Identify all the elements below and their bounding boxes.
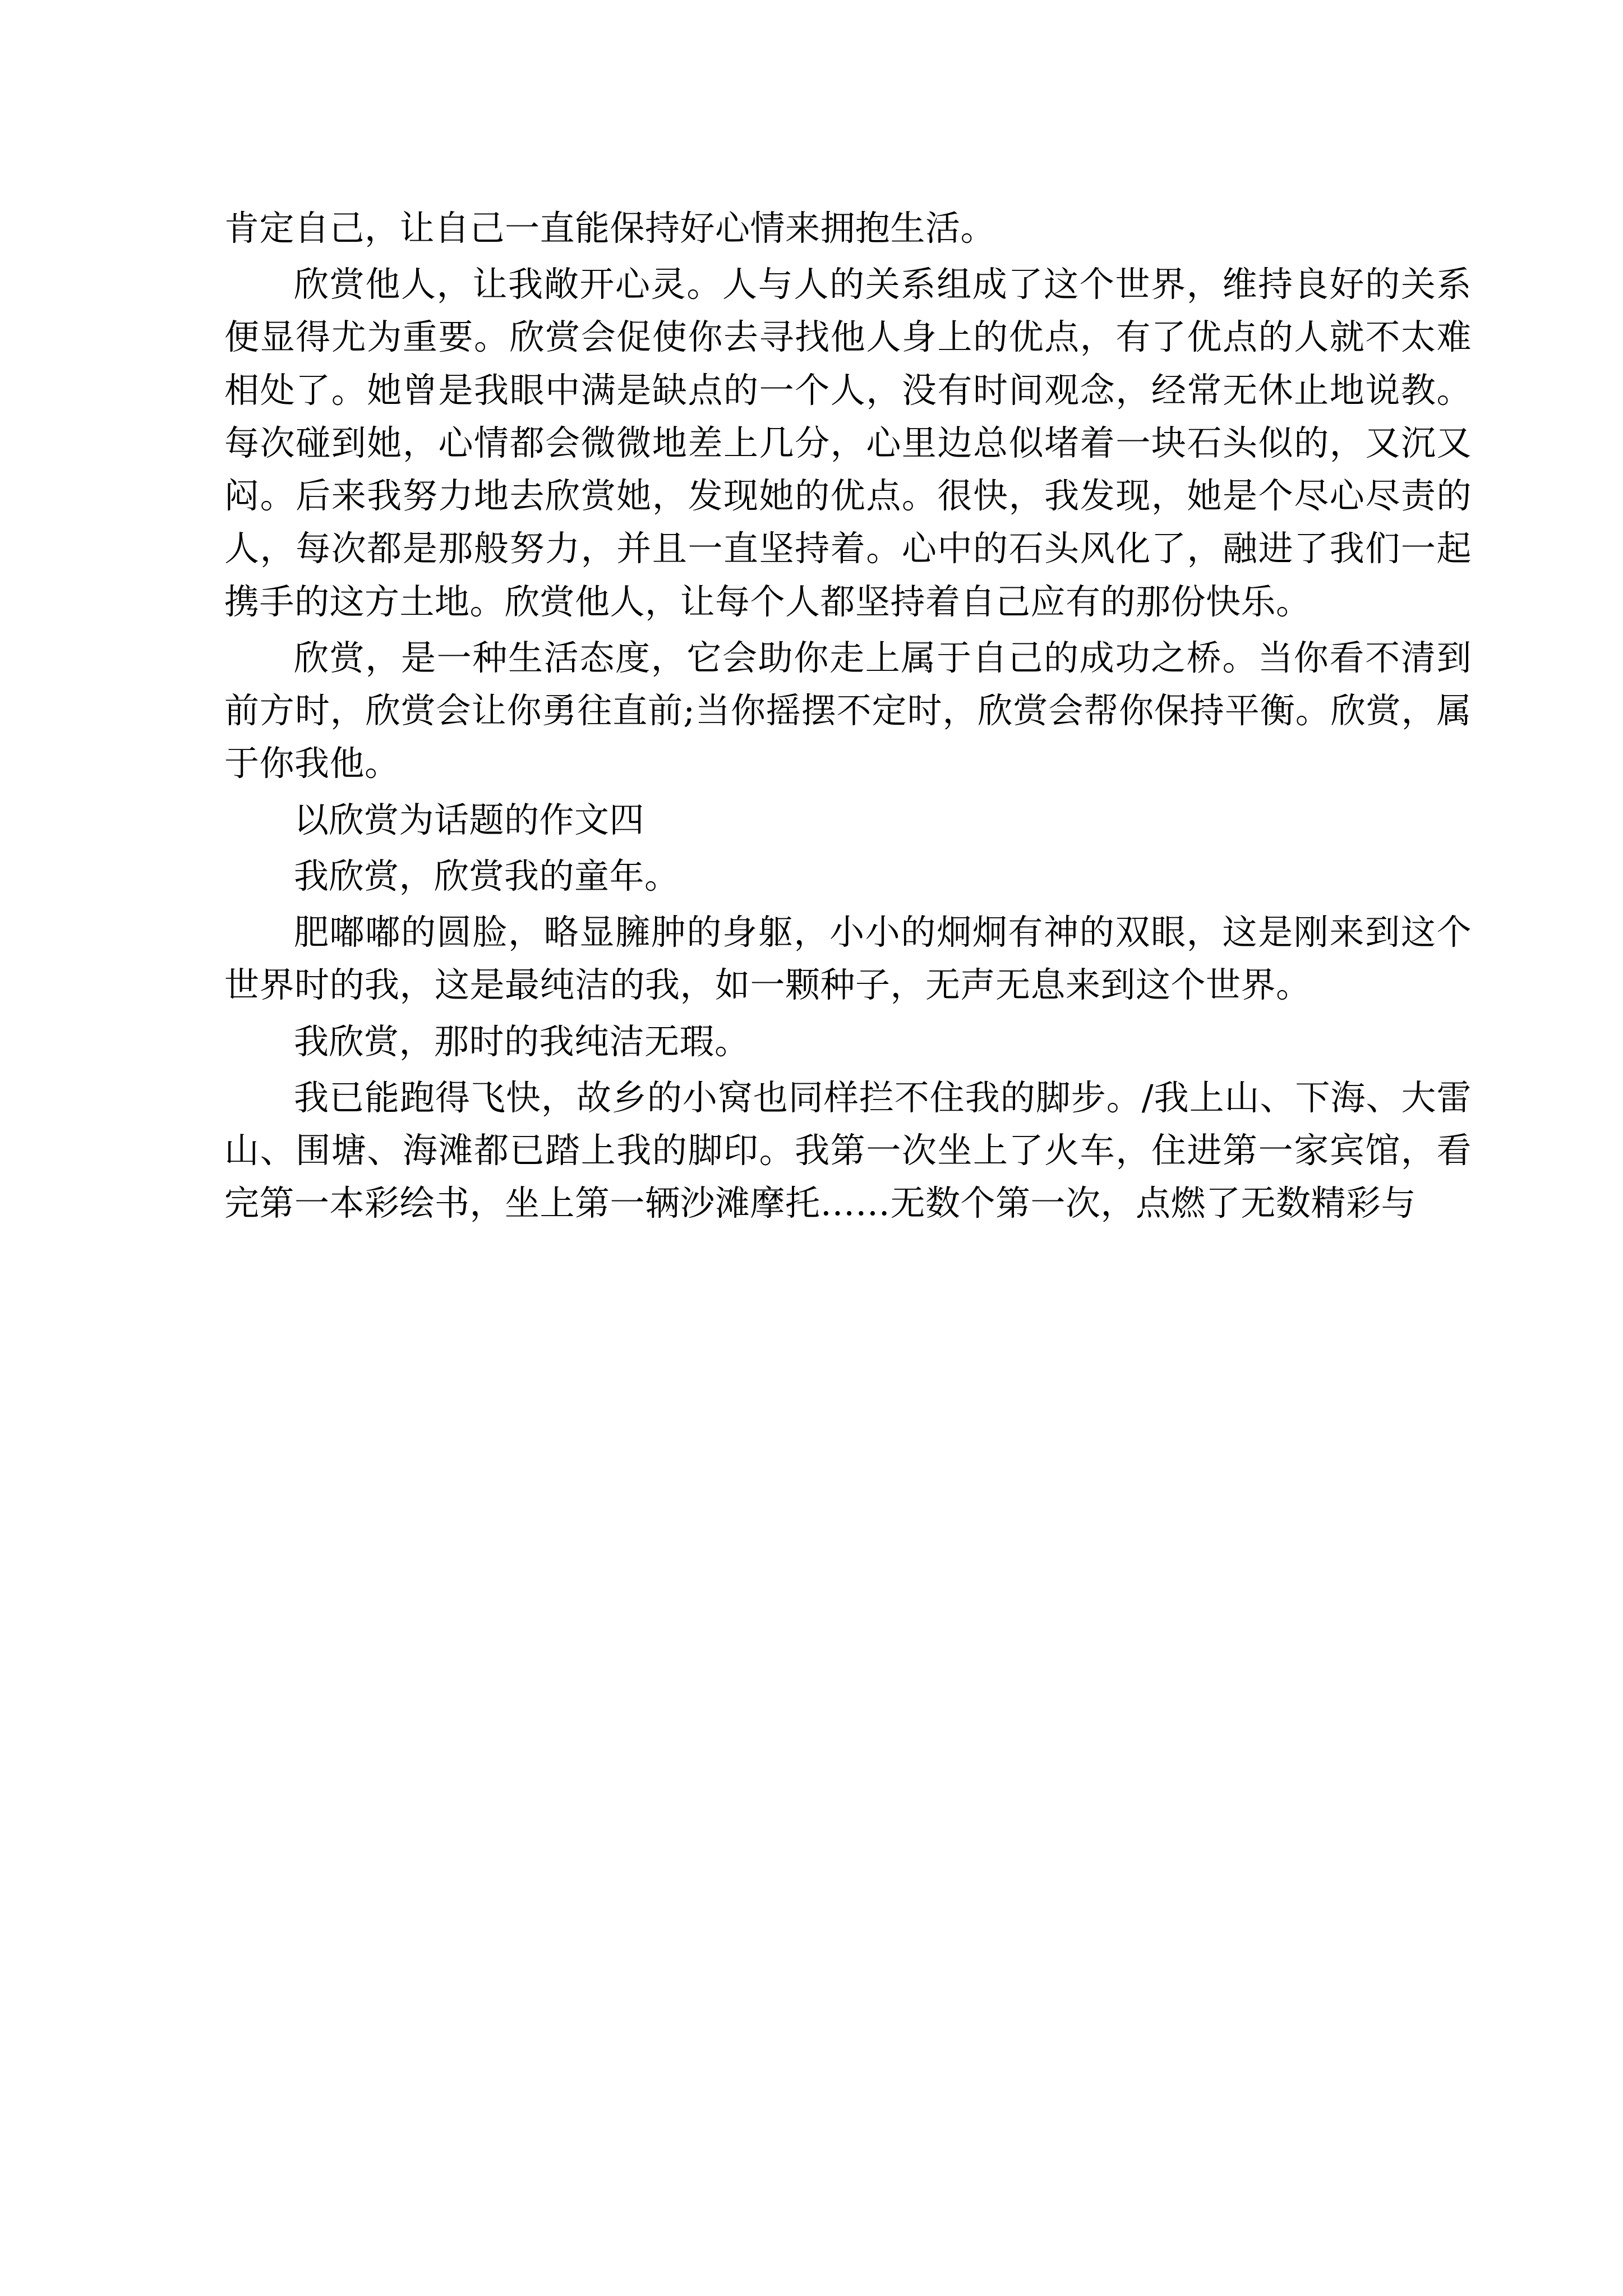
paragraph-8: 我已能跑得飞快，故乡的小窝也同样拦不住我的脚步。/我上山、下海、大雷山、围塘、海滩都已踏上我的脚印。我第一次坐上了火车，住进第一家宾馆，看完第一本彩绘书，坐上第一辆沙滩摩托……无数个第一次，点燃了无数精彩与 (224, 1076, 1472, 1224)
paragraph-6: 肥嘟嘟的圆脸，略显臃肿的身躯，小小的炯炯有神的双眼，这是刚来到这个世界时的我，这是最纯洁的我，如一颗种子，无声无息来到这个世界。 (224, 912, 1472, 1006)
document-body (224, 202, 1472, 1230)
paragraph-5: 我欣赏，欣赏我的童年。 (294, 855, 680, 896)
paragraph-3: 欣赏，是一种生活态度，它会助你走上属于自己的成功之桥。当你看不清到前方时，欣赏会让你勇往直前;当你摇摆不定时，欣赏会帮你保持平衡。欣赏，属于你我他。 (224, 637, 1472, 784)
paragraph-7: 我欣赏，那时的我纯洁无瑕。 (294, 1020, 750, 1062)
paragraph-1: 肯定自己，让自己一直能保持好心情来拥抱生活。 (224, 208, 996, 249)
paragraph-4: 以欣赏为话题的作文四 (294, 799, 645, 840)
paragraph-2: 欣赏他人，让我敞开心灵。人与人的关系组成了这个世界，维持良好的关系便显得尤为重要。欣赏会促使你去寻找他人身上的优点，有了优点的人就不太难相处了。她曾是我眼中满是缺点的一个人，没有时间观念，经常无休止地说教。每次碰到她，心情都会微微地差上几分，心里边总似堵着一块石头似的，又沉又闷。后来我努力地去欣赏她，发现她的优点。很快，我发现，她是个尽心尽责的人，每次都是那般努力，并且一直坚持着。心中的石头风化了，融进了我们一起携手的这方土地。欣赏他人，让每个人都坚持着自己应有的那份快乐。 (224, 264, 1472, 622)
